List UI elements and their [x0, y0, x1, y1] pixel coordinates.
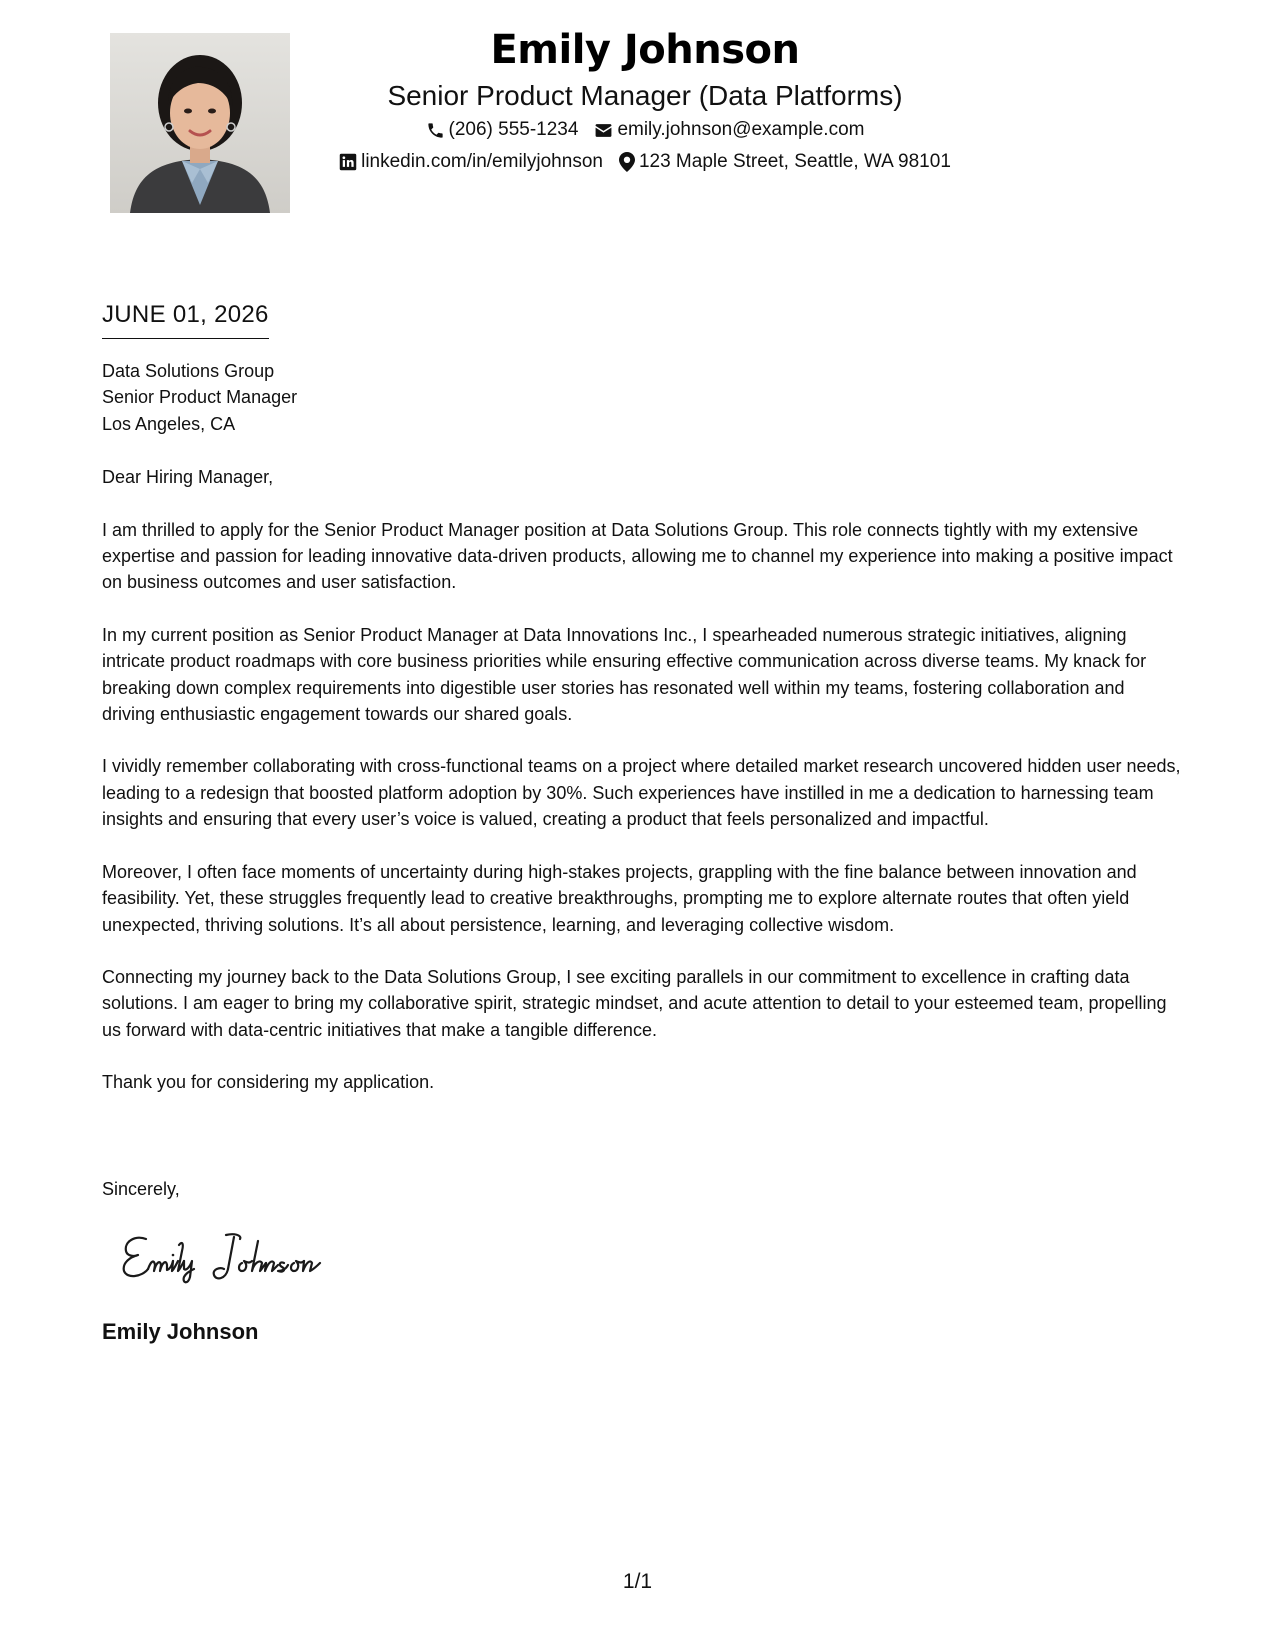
applicant-title: Senior Product Manager (Data Platforms) [387, 80, 903, 111]
applicant-name: Emily Johnson [490, 27, 800, 73]
recipient-position: Senior Product Manager [102, 387, 298, 408]
contact-linkedin[interactable] [339, 146, 603, 178]
letter-date: JUNE 01, 2026 [102, 298, 269, 339]
letter-date-block [102, 298, 269, 339]
recipient-location: Los Angeles, CA [102, 413, 236, 434]
profile-photo [110, 33, 290, 213]
address-text: 123 Maple Street, Seattle, WA 98101 [638, 151, 951, 172]
paragraph: I am thrilled to apply for the Senior Product Manager position at Data Solutions Group. This role connects tightly with my extensive expertise and passion for leading innovative data-driven products, allowing me to channel my experience into making a positive impact on business outcomes and user satisfaction. [102, 519, 1173, 593]
contact-email[interactable] [594, 114, 864, 146]
closing-line: Thank you for considering my application. [102, 1072, 435, 1093]
phone-text: (206) 555-1234 [448, 119, 579, 140]
signed-name: Emily Johnson [102, 1319, 259, 1344]
letter-body [102, 358, 1182, 1096]
header [300, 22, 990, 178]
signoff: Sincerely, [102, 1179, 180, 1199]
paragraph: In my current position as Senior Product Manager at Data Innovations Inc., I spearheaded numerous strategic initiatives, aligning intricate product roadmaps with core business priorities while ensuring effective communication across diverse teams. My knack for breaking down complex requirements into digestible user stories has resonated well within my teams, fostering collaboration and driving enthusiastic engagement towards our shared goals. [102, 624, 1147, 725]
phone-icon [426, 121, 445, 140]
paragraph: Moreover, I often face moments of uncertainty during high-stakes projects, grappling with the fine balance between innovation and feasibility. Yet, these struggles frequently lead to creative breakthroughs, prompting me to explore alternate routes that often yield unexpected, thriving solutions. It’s all about persistence, learning, and leveraging collective wisdom. [102, 861, 1137, 935]
linkedin-icon [339, 153, 357, 171]
handwritten-signature [118, 1225, 368, 1285]
paragraph: Connecting my journey back to the Data Solutions Group, I see exciting parallels in our commitment to excellence in crafting data solutions. I am eager to bring my collaborative spirit, strategic mindset, and acute attention to detail to your esteemed team, propelling us forward with data-centric initiatives that make a tangible difference. [102, 966, 1167, 1040]
linkedin-text: linkedin.com/in/emilyjohnson [361, 151, 603, 172]
page-number: 1/1 [622, 1570, 653, 1593]
email-text: emily.johnson@example.com [617, 119, 865, 140]
contact-address [619, 146, 951, 178]
recipient-block [102, 358, 1182, 437]
salutation: Dear Hiring Manager, [102, 467, 274, 488]
recipient-company: Data Solutions Group [102, 361, 275, 381]
contact-row-primary [300, 114, 990, 146]
envelope-icon [594, 121, 613, 140]
contact-phone[interactable] [426, 114, 579, 146]
contact-row-secondary [300, 146, 990, 178]
paragraph: I vividly remember collaborating with cross-functional teams on a project where detailed market research uncovered hidden user needs, leading to a redesign that boosted platform adoption by 30%. Such experiences have instilled in me a dedication to harnessing team insights and ensuring that every user’s voice is valued, creating a product that feels personalized and impactful. [102, 756, 1181, 830]
map-pin-icon [619, 152, 635, 172]
